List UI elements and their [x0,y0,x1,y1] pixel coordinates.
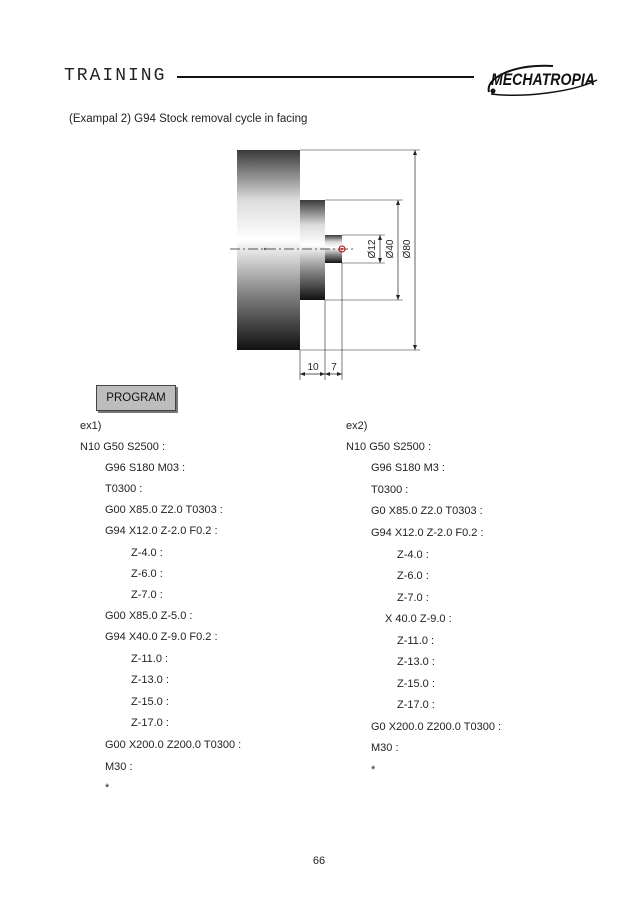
ex2-line: G0 X200.0 Z200.0 T0300 : [371,721,502,733]
header-title: TRAINING [64,66,167,86]
ex2-line: G96 S180 M3 : [371,462,445,474]
ex1-line: G00 X200.0 Z200.0 T0300 : [105,739,242,751]
logo-text: MECHATROPIA [491,70,595,89]
ex1-line: G94 X40.0 Z-9.0 F0.2 : [105,631,218,643]
ex1-line: Z-17.0 : [131,717,169,729]
ex2-line: M30 : [371,742,399,754]
ex1-line: Z-15.0 : [131,696,169,708]
dim-label-d12: Ø12 [367,239,378,259]
ex2-line: T0300 : [371,484,409,496]
ex2-line: Z-15.0 : [397,678,435,690]
ex1-line: Z-13.0 : [131,674,169,686]
dim-label-d80: Ø80 [402,239,413,259]
ex1-line: Z-6.0 : [131,568,163,580]
mechatropia-logo [483,58,601,100]
ex2-line: Z-13.0 : [397,656,435,668]
ex2-line: G0 X85.0 Z2.0 T0303 : [371,505,483,517]
ex2-line: Z-6.0 : [397,570,429,582]
ex2-line: Z-7.0 : [397,592,429,604]
ex2-line: * [371,764,376,776]
section-subtitle: (Exampal 2) G94 Stock removal cycle in facing [69,113,308,125]
ex1-line: G94 X12.0 Z-2.0 F0.2 : [105,525,218,537]
ex1-line: G00 X85.0 Z2.0 T0303 : [105,504,223,516]
facing-cycle-diagram [225,140,435,390]
ex2-line: N10 G50 S2500 : [346,441,432,453]
ex2-line: Z-11.0 : [397,635,435,647]
ex2-line: Z-4.0 : [397,549,429,561]
ex1-line: Z-4.0 : [131,547,163,559]
ex1-line: N10 G50 S2500 : [80,441,166,453]
ex1-line: T0300 : [105,483,143,495]
dim-label-len7: 7 [331,362,337,373]
ex2-line: X 40.0 Z-9.0 : [385,613,452,625]
ex1-label: ex1) [80,420,102,432]
ex1-line: * [105,782,110,794]
ex2-line: Z-17.0 : [397,699,435,711]
ex1-line: M30 : [105,761,133,773]
ex1-line: G00 X85.0 Z-5.0 : [105,610,193,622]
ex1-line: Z-7.0 : [131,589,163,601]
header-rule [177,76,474,78]
ex2-line: G94 X12.0 Z-2.0 F0.2 : [371,527,484,539]
ex1-line: Z-11.0 : [131,653,169,665]
dim-label-d40: Ø40 [385,239,396,259]
page-number: 66 [312,855,326,867]
ex1-line: G96 S180 M03 : [105,462,186,474]
dim-label-len10: 10 [307,362,319,373]
program-label-box [96,385,176,411]
program-label: PROGRAM [106,392,166,404]
stock-cylinder-d40 [300,200,325,300]
stock-cylinder-d80 [237,150,300,350]
ex2-label: ex2) [346,420,368,432]
